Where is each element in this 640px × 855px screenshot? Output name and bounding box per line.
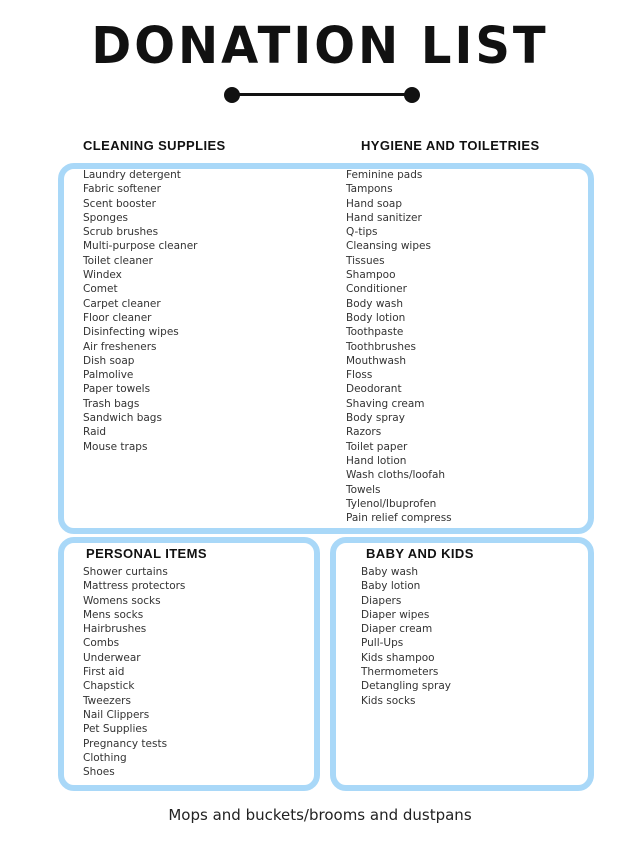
cleaning-item: Sponges	[83, 211, 129, 224]
cleaning-item: Sandwich bags	[83, 412, 162, 425]
personal-item: Tweezers	[83, 694, 131, 707]
hygiene-item: Pain relief compress	[346, 512, 452, 525]
baby-list	[361, 565, 451, 708]
hygiene-item: Feminine pads	[346, 169, 423, 181]
cleaning-item: Toilet cleaner	[83, 254, 153, 267]
divider-dot-right	[404, 87, 420, 103]
hygiene-item: Body spray	[346, 412, 405, 425]
personal-item: Hairbrushes	[83, 623, 147, 636]
divider-dot-left	[224, 87, 240, 103]
cleaning-item: Floor cleaner	[83, 311, 152, 324]
personal-heading: PERSONAL ITEMS	[86, 546, 207, 561]
personal-item: Nail Clippers	[83, 708, 150, 721]
personal-item: Combs	[83, 637, 120, 650]
personal-item: Womens socks	[83, 594, 161, 607]
cleaning-item: Mouse traps	[83, 440, 148, 453]
hygiene-item: Tissues	[346, 254, 385, 267]
cleaning-item: Multi-purpose cleaner	[83, 240, 198, 253]
hygiene-item: Toothbrushes	[346, 340, 416, 353]
divider-line	[232, 93, 412, 96]
hygiene-item: Cleansing wipes	[346, 240, 431, 253]
hygiene-item: Q-tips	[346, 226, 378, 239]
cleaning-item: Raid	[83, 426, 107, 439]
cleaning-item: Palmolive	[83, 369, 134, 382]
hygiene-item: Hand lotion	[346, 454, 407, 467]
hygiene-item: Deodorant	[346, 383, 402, 396]
cleaning-heading: CLEANING SUPPLIES	[83, 138, 226, 153]
title-divider	[224, 87, 420, 103]
personal-item: Mens socks	[83, 608, 144, 621]
hygiene-item: Toothpaste	[346, 326, 404, 339]
cleaning-item: Fabric softener	[83, 183, 161, 196]
baby-item: Detangling spray	[361, 680, 452, 693]
hygiene-list	[346, 168, 452, 525]
baby-item: Diaper wipes	[361, 608, 430, 621]
hygiene-item: Razors	[346, 426, 382, 439]
hygiene-item: Shaving cream	[346, 397, 425, 410]
personal-item: Clothing	[83, 751, 127, 764]
baby-item: Diapers	[361, 594, 402, 607]
cleaning-item: Trash bags	[83, 397, 140, 410]
personal-item: Shoes	[83, 766, 115, 779]
cleaning-item: Comet	[83, 283, 118, 296]
hygiene-item: Conditioner	[346, 283, 407, 296]
personal-item: Underwear	[83, 651, 141, 664]
personal-item: Pet Supplies	[83, 723, 148, 736]
cleaning-item: Scrub brushes	[83, 226, 159, 239]
hygiene-item: Body wash	[346, 297, 403, 310]
cleaning-item: Carpet cleaner	[83, 297, 161, 310]
cleaning-item: Dish soap	[83, 354, 135, 367]
page-title: DONATION LIST	[91, 16, 549, 76]
personal-item: First aid	[83, 666, 125, 679]
hygiene-item: Wash cloths/loofah	[346, 469, 446, 482]
baby-item: Baby lotion	[361, 580, 421, 593]
hygiene-item: Hand sanitizer	[346, 211, 422, 224]
hygiene-item: Tylenol/Ibuprofen	[346, 497, 437, 510]
baby-item: Diaper cream	[361, 623, 433, 636]
hygiene-item: Body lotion	[346, 311, 406, 324]
baby-item: Pull-Ups	[361, 637, 404, 650]
cleaning-list	[83, 168, 197, 454]
cleaning-item: Disinfecting wipes	[83, 326, 179, 339]
baby-item: Kids shampoo	[361, 651, 435, 664]
cleaning-item: Air fresheners	[83, 340, 157, 353]
footer-note: Mops and buckets/brooms and dustpans	[168, 806, 472, 824]
cleaning-item: Paper towels	[83, 383, 151, 396]
personal-item: Chapstick	[83, 680, 135, 693]
cleaning-item: Laundry detergent	[83, 169, 181, 181]
hygiene-item: Towels	[346, 483, 381, 496]
baby-item: Kids socks	[361, 694, 416, 707]
baby-item: Thermometers	[361, 666, 439, 679]
personal-list	[83, 565, 185, 779]
hygiene-item: Floss	[346, 369, 373, 382]
hygiene-item: Shampoo	[346, 269, 396, 282]
cleaning-item: Scent booster	[83, 197, 156, 210]
hygiene-item: Hand soap	[346, 197, 402, 210]
baby-heading: BABY AND KIDS	[366, 546, 474, 561]
cleaning-item: Windex	[83, 269, 122, 282]
personal-item: Mattress protectors	[83, 580, 186, 593]
hygiene-item: Tampons	[346, 183, 393, 196]
hygiene-heading: HYGIENE AND TOILETRIES	[361, 138, 540, 153]
hygiene-item: Mouthwash	[346, 354, 407, 367]
personal-item: Pregnancy tests	[83, 737, 168, 750]
personal-item: Shower curtains	[83, 566, 168, 578]
hygiene-item: Toilet paper	[346, 440, 408, 453]
baby-item: Baby wash	[361, 566, 419, 578]
